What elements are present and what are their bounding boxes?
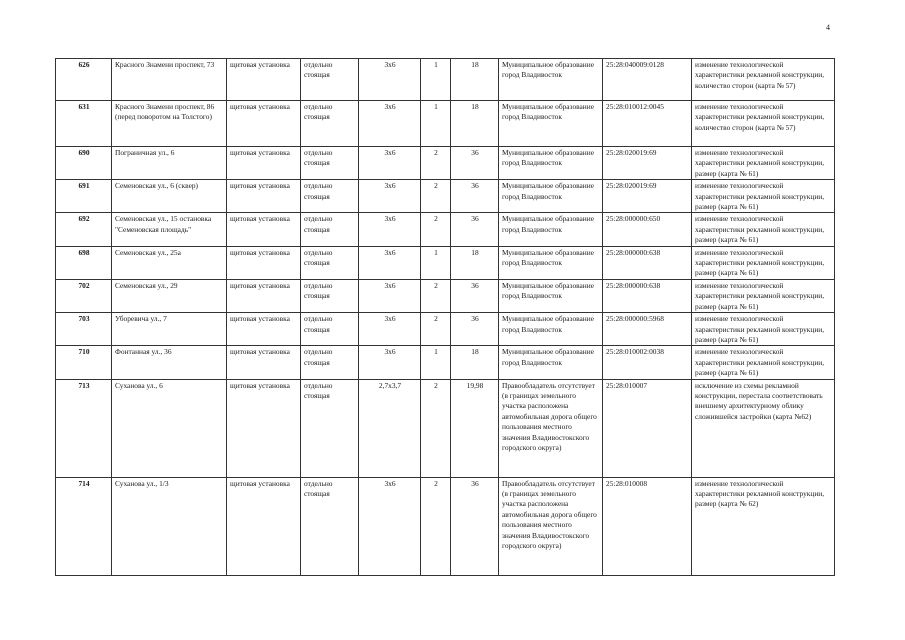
- cell-sides: 2: [421, 379, 451, 477]
- cell-area: 36: [451, 180, 499, 213]
- cell-placement: отдельно стоящая: [301, 279, 359, 312]
- cell-placement: отдельно стоящая: [301, 101, 359, 147]
- cell-type: щитовая установка: [227, 59, 301, 101]
- cell-area: 36: [451, 477, 499, 575]
- table-row: [56, 246, 835, 279]
- cell-address: Суханова ул., 1/3: [112, 477, 227, 575]
- cell-sides: 1: [421, 101, 451, 147]
- cell-address: Фонтанная ул., 36: [112, 346, 227, 379]
- table-row: [56, 313, 835, 346]
- cell-cadastral-number: 25:28:000000:650: [603, 213, 692, 246]
- cell-sides: 1: [421, 346, 451, 379]
- cell-number: 703: [56, 313, 112, 346]
- cell-reason: изменение технологической характеристики рекламной конструкции, размер (карта № 61): [692, 313, 835, 346]
- cell-placement: отдельно стоящая: [301, 147, 359, 180]
- cell-placement: отдельно стоящая: [301, 246, 359, 279]
- cell-reason: изменение технологической характеристики рекламной конструкции, размер (карта № 61): [692, 213, 835, 246]
- cell-type: щитовая установка: [227, 346, 301, 379]
- cell-owner: Муниципальное образование город Владивосток: [499, 147, 603, 180]
- cell-area: 36: [451, 279, 499, 312]
- cell-reason: изменение технологической характеристики рекламной конструкции, размер (карта № 61): [692, 180, 835, 213]
- cell-cadastral-number: 25:28:000000:638: [603, 279, 692, 312]
- cell-placement: отдельно стоящая: [301, 477, 359, 575]
- cell-address: Пограничная ул., 6: [112, 147, 227, 180]
- cell-area: 36: [451, 213, 499, 246]
- cell-size: 3х6: [359, 59, 421, 101]
- cell-number: 692: [56, 213, 112, 246]
- table-row: [56, 147, 835, 180]
- cell-size: 3х6: [359, 346, 421, 379]
- cell-reason: исключение из схемы рекламной конструкции, перестала соответствовать внешнему архитектурному облику сложившейся застройки (карта №62): [692, 379, 835, 477]
- cell-number: 626: [56, 59, 112, 101]
- cell-owner: Муниципальное образование город Владивосток: [499, 213, 603, 246]
- cell-type: щитовая установка: [227, 279, 301, 312]
- cell-owner: Правообладатель отсутствует (в границах земельного участка расположена автомобильная дорога общего пользования местного значения Владивостокского городского округа): [499, 379, 603, 477]
- cell-address: Красного Знамени проспект, 73: [112, 59, 227, 101]
- cell-sides: 1: [421, 59, 451, 101]
- cell-sides: 2: [421, 477, 451, 575]
- cell-type: щитовая установка: [227, 101, 301, 147]
- cell-reason: изменение технологической характеристики рекламной конструкции, размер (карта № 61): [692, 346, 835, 379]
- cell-placement: отдельно стоящая: [301, 346, 359, 379]
- table-row: [56, 379, 835, 477]
- cell-cadastral-number: 25:28:010007: [603, 379, 692, 477]
- cell-area: 36: [451, 147, 499, 180]
- cell-type: щитовая установка: [227, 379, 301, 477]
- cell-type: щитовая установка: [227, 313, 301, 346]
- cell-number: 714: [56, 477, 112, 575]
- table-row: [56, 346, 835, 379]
- cell-area: 18: [451, 101, 499, 147]
- cell-size: 3х6: [359, 213, 421, 246]
- cell-reason: изменение технологической характеристики рекламной конструкции, размер (карта № 61): [692, 279, 835, 312]
- cell-type: щитовая установка: [227, 246, 301, 279]
- cell-type: щитовая установка: [227, 477, 301, 575]
- table-row: [56, 213, 835, 246]
- cell-placement: отдельно стоящая: [301, 180, 359, 213]
- cell-reason: изменение технологической характеристики рекламной конструкции, количество сторон (карта № 57): [692, 59, 835, 101]
- cell-cadastral-number: 25:28:010012:0045: [603, 101, 692, 147]
- cell-placement: отдельно стоящая: [301, 379, 359, 477]
- cell-address: Суханова ул., 6: [112, 379, 227, 477]
- cell-number: 698: [56, 246, 112, 279]
- cell-size: 3х6: [359, 477, 421, 575]
- table-body: [56, 59, 835, 576]
- cell-address: Красного Знамени проспект, 86 (перед поворотом на Толстого): [112, 101, 227, 147]
- cell-sides: 2: [421, 213, 451, 246]
- cell-address: Семеновская ул., 29: [112, 279, 227, 312]
- cell-number: 631: [56, 101, 112, 147]
- cell-number: 690: [56, 147, 112, 180]
- cell-number: 713: [56, 379, 112, 477]
- cell-reason: изменение технологической характеристики рекламной конструкции, размер (карта № 61): [692, 147, 835, 180]
- cell-owner: Муниципальное образование город Владивосток: [499, 180, 603, 213]
- table-row: [56, 180, 835, 213]
- cell-size: 3х6: [359, 246, 421, 279]
- cell-owner: Муниципальное образование город Владивосток: [499, 101, 603, 147]
- cell-area: 18: [451, 59, 499, 101]
- cell-cadastral-number: 25:28:020019:69: [603, 147, 692, 180]
- cell-cadastral-number: 25:28:010002:0038: [603, 346, 692, 379]
- cell-sides: 2: [421, 313, 451, 346]
- cell-sides: 1: [421, 246, 451, 279]
- cell-address: Семеновская ул., 6 (сквер): [112, 180, 227, 213]
- cell-size: 3х6: [359, 313, 421, 346]
- cell-area: 36: [451, 313, 499, 346]
- cell-sides: 2: [421, 180, 451, 213]
- cell-cadastral-number: 25:28:040009:0128: [603, 59, 692, 101]
- cell-area: 18: [451, 346, 499, 379]
- cell-placement: отдельно стоящая: [301, 313, 359, 346]
- table-row: [56, 101, 835, 147]
- cell-reason: изменение технологической характеристики рекламной конструкции, размер (карта № 62): [692, 477, 835, 575]
- cell-sides: 2: [421, 147, 451, 180]
- cell-area: 18: [451, 246, 499, 279]
- cell-number: 710: [56, 346, 112, 379]
- page-number: 4: [826, 23, 830, 32]
- cell-placement: отдельно стоящая: [301, 213, 359, 246]
- cell-type: щитовая установка: [227, 213, 301, 246]
- table-row: [56, 59, 835, 101]
- cell-address: Семеновская ул., 25а: [112, 246, 227, 279]
- cell-size: 3х6: [359, 101, 421, 147]
- cell-size: 3х6: [359, 180, 421, 213]
- cell-owner: Правообладатель отсутствует (в границах земельного участка расположена автомобильная дорога общего пользования местного значения Владивостокского городского округа): [499, 477, 603, 575]
- cell-sides: 2: [421, 279, 451, 312]
- advertising-structures-table: [55, 58, 835, 576]
- cell-placement: отдельно стоящая: [301, 59, 359, 101]
- cell-reason: изменение технологической характеристики рекламной конструкции, количество сторон (карта № 57): [692, 101, 835, 147]
- table-row: [56, 279, 835, 312]
- cell-owner: Муниципальное образование город Владивосток: [499, 346, 603, 379]
- cell-cadastral-number: 25:28:000000:638: [603, 246, 692, 279]
- cell-owner: Муниципальное образование город Владивосток: [499, 59, 603, 101]
- cell-owner: Муниципальное образование город Владивосток: [499, 313, 603, 346]
- cell-size: 3х6: [359, 279, 421, 312]
- cell-size: 3х6: [359, 147, 421, 180]
- cell-number: 691: [56, 180, 112, 213]
- cell-type: щитовая установка: [227, 147, 301, 180]
- cell-reason: изменение технологической характеристики рекламной конструкции, размер (карта № 61): [692, 246, 835, 279]
- cell-number: 702: [56, 279, 112, 312]
- cell-type: щитовая установка: [227, 180, 301, 213]
- cell-cadastral-number: 25:28:010008: [603, 477, 692, 575]
- table-row: [56, 477, 835, 575]
- cell-owner: Муниципальное образование город Владивосток: [499, 279, 603, 312]
- cell-owner: Муниципальное образование город Владивосток: [499, 246, 603, 279]
- cell-address: Семеновская ул., 15 остановка "Семеновская площадь": [112, 213, 227, 246]
- cell-size: 2,7х3,7: [359, 379, 421, 477]
- cell-cadastral-number: 25:28:000000:5968: [603, 313, 692, 346]
- cell-address: Уборевича ул., 7: [112, 313, 227, 346]
- cell-cadastral-number: 25:28:020019:69: [603, 180, 692, 213]
- cell-area: 19,98: [451, 379, 499, 477]
